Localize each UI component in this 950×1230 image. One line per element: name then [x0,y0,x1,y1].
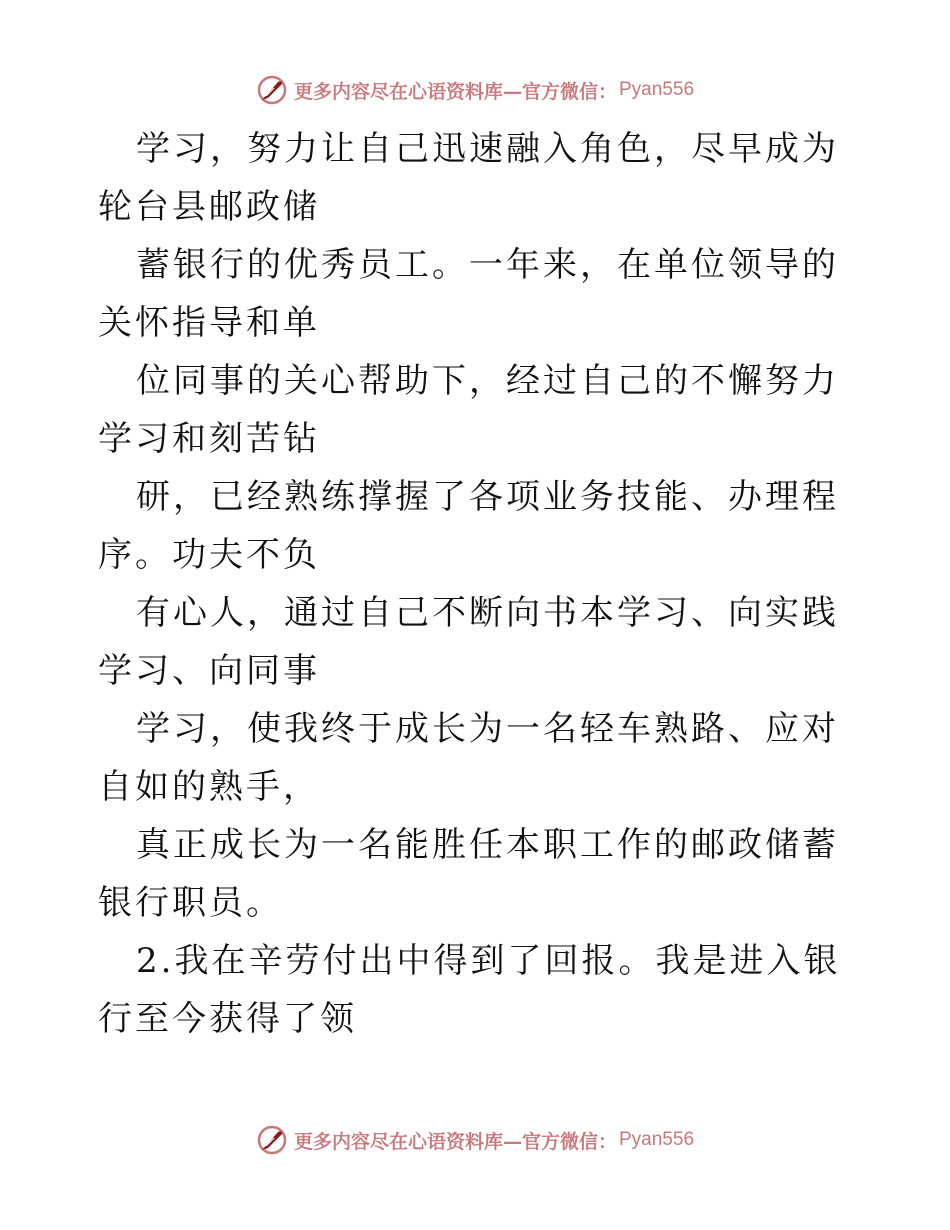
paragraph: 学习，使我终于成长为一名轻车熟路、应对自如的熟手， [98,709,839,807]
footer-banner-text: 更多内容尽在心语资料库—官方微信： [293,1130,617,1153]
paragraph: 研，已经熟练撑握了各项业务技能、办理程序。功夫不负 [98,477,839,575]
paragraph: 位同事的关心帮助下，经过自己的不懈努力学习和刻苦钻 [98,361,839,459]
paragraph: 真正成长为一名能胜任本职工作的邮政储蓄银行职员。 [98,825,839,923]
document-body [98,120,858,1048]
paragraph: 有心人，通过自己不断向书本学习、向实践学习、向同事 [98,593,839,691]
paragraph: 学习，努力让自己迅速融入角色，尽早成为轮台县邮政储 [98,129,839,227]
quill-pen-logo-icon [256,74,288,106]
header-banner [0,70,950,110]
quill-pen-logo-icon [256,1124,288,1156]
header-banner-text: 更多内容尽在心语资料库—官方微信： [293,80,617,103]
footer-banner-id: Pyan556 [619,1129,695,1150]
paragraph: 蓄银行的优秀员工。一年来，在单位领导的关怀指导和单 [98,245,839,343]
paragraph: 2.我在辛劳付出中得到了回报。我是进入银行至今获得了领 [98,941,841,1039]
header-banner-id: Pyan556 [619,79,695,100]
footer-banner [0,1120,950,1160]
